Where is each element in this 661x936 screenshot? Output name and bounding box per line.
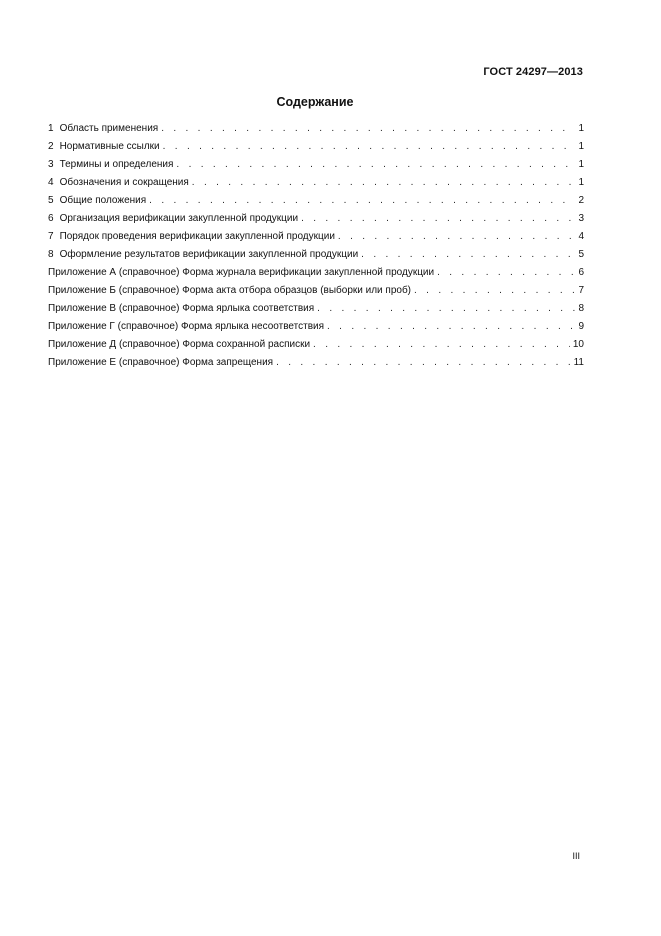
toc-leader-dots bbox=[161, 120, 575, 138]
toc-entry-number: 5 bbox=[48, 195, 54, 206]
toc-leader-dots bbox=[414, 282, 575, 300]
page-number: III bbox=[572, 851, 580, 861]
toc-entry[interactable] bbox=[48, 354, 584, 372]
toc-entry[interactable] bbox=[48, 282, 584, 300]
toc-entry[interactable] bbox=[48, 138, 584, 156]
toc-leader-dots bbox=[361, 246, 575, 264]
toc-entry[interactable] bbox=[48, 264, 584, 282]
toc-leader-dots bbox=[301, 210, 575, 228]
toc-entry-number: 3 bbox=[48, 159, 54, 170]
toc-entry[interactable] bbox=[48, 192, 584, 210]
toc-entry[interactable] bbox=[48, 228, 584, 246]
toc-entry[interactable] bbox=[48, 156, 584, 174]
toc-entry-number: 6 bbox=[48, 213, 54, 224]
toc-entry-page: 11 bbox=[573, 357, 584, 368]
toc-entry-label: Нормативные ссылки bbox=[59, 141, 160, 152]
toc-entry-page: 4 bbox=[578, 231, 584, 242]
toc-leader-dots bbox=[327, 318, 575, 336]
toc-leader-dots bbox=[149, 192, 575, 210]
toc-entry-page: 9 bbox=[578, 321, 584, 332]
toc-entry-label: Общие положения bbox=[59, 195, 147, 206]
toc-entry[interactable] bbox=[48, 318, 584, 336]
toc-leader-dots bbox=[437, 264, 575, 282]
toc-leader-dots bbox=[276, 354, 571, 372]
toc-entry-number: 1 bbox=[48, 123, 54, 134]
toc-entry-page: 1 bbox=[578, 159, 584, 170]
toc-entry-label: Приложение Б (справочное) Форма акта отбора образцов (выборки или проб) bbox=[48, 285, 412, 296]
toc-title: Содержание bbox=[276, 95, 354, 109]
toc-entry-page: 5 bbox=[578, 249, 584, 260]
toc-entry-page: 7 bbox=[578, 285, 584, 296]
toc-entry-number: 4 bbox=[48, 177, 54, 188]
toc-entry-label: Порядок проведения верификации закупленной продукции bbox=[59, 231, 335, 242]
toc-entry-number: 7 bbox=[48, 231, 54, 242]
toc-entry-label: Приложение А (справочное) Форма журнала верификации закупленной продукции bbox=[48, 267, 435, 278]
toc-entry-label: Обозначения и сокращения bbox=[59, 177, 189, 188]
document-code: ГОСТ 24297—2013 bbox=[483, 66, 583, 78]
toc-entry[interactable] bbox=[48, 210, 584, 228]
toc-leader-dots bbox=[192, 174, 576, 192]
toc-entry-label: Термины и определения bbox=[59, 159, 174, 170]
toc-entry-page: 1 bbox=[578, 123, 584, 134]
toc-entry-number: 8 bbox=[48, 249, 54, 260]
toc-entry[interactable] bbox=[48, 120, 584, 138]
toc-entry-number: 2 bbox=[48, 141, 54, 152]
toc-entry-page: 1 bbox=[578, 177, 584, 188]
toc-entry[interactable] bbox=[48, 300, 584, 318]
toc-leader-dots bbox=[317, 300, 575, 318]
toc-entry-label: Приложение Е (справочное) Форма запрещения bbox=[48, 357, 274, 368]
toc-entry[interactable] bbox=[48, 174, 584, 192]
toc-entry-label: Приложение В (справочное) Форма ярлыка соответствия bbox=[48, 303, 315, 314]
toc-entry-page: 10 bbox=[572, 339, 584, 350]
toc-entry-page: 8 bbox=[578, 303, 584, 314]
toc-leader-dots bbox=[313, 336, 570, 354]
toc-leader-dots bbox=[338, 228, 576, 246]
toc-leader-dots bbox=[176, 156, 575, 174]
toc-entry-label: Оформление результатов верификации закупленной продукции bbox=[59, 249, 359, 260]
toc-entry-page: 1 bbox=[578, 141, 584, 152]
table-of-contents bbox=[48, 120, 584, 372]
toc-entry-page: 6 bbox=[578, 267, 584, 278]
toc-entry[interactable] bbox=[48, 336, 584, 354]
toc-entry-label: Организация верификации закупленной продукции bbox=[59, 213, 299, 224]
toc-entry-label: Область применения bbox=[59, 123, 159, 134]
toc-leader-dots bbox=[163, 138, 576, 156]
toc-entry-label: Приложение Д (справочное) Форма сохранной расписки bbox=[48, 339, 311, 350]
toc-entry-page: 2 bbox=[578, 195, 584, 206]
toc-entry-page: 3 bbox=[578, 213, 584, 224]
toc-entry-label: Приложение Г (справочное) Форма ярлыка несоответствия bbox=[48, 321, 325, 332]
toc-entry[interactable] bbox=[48, 246, 584, 264]
